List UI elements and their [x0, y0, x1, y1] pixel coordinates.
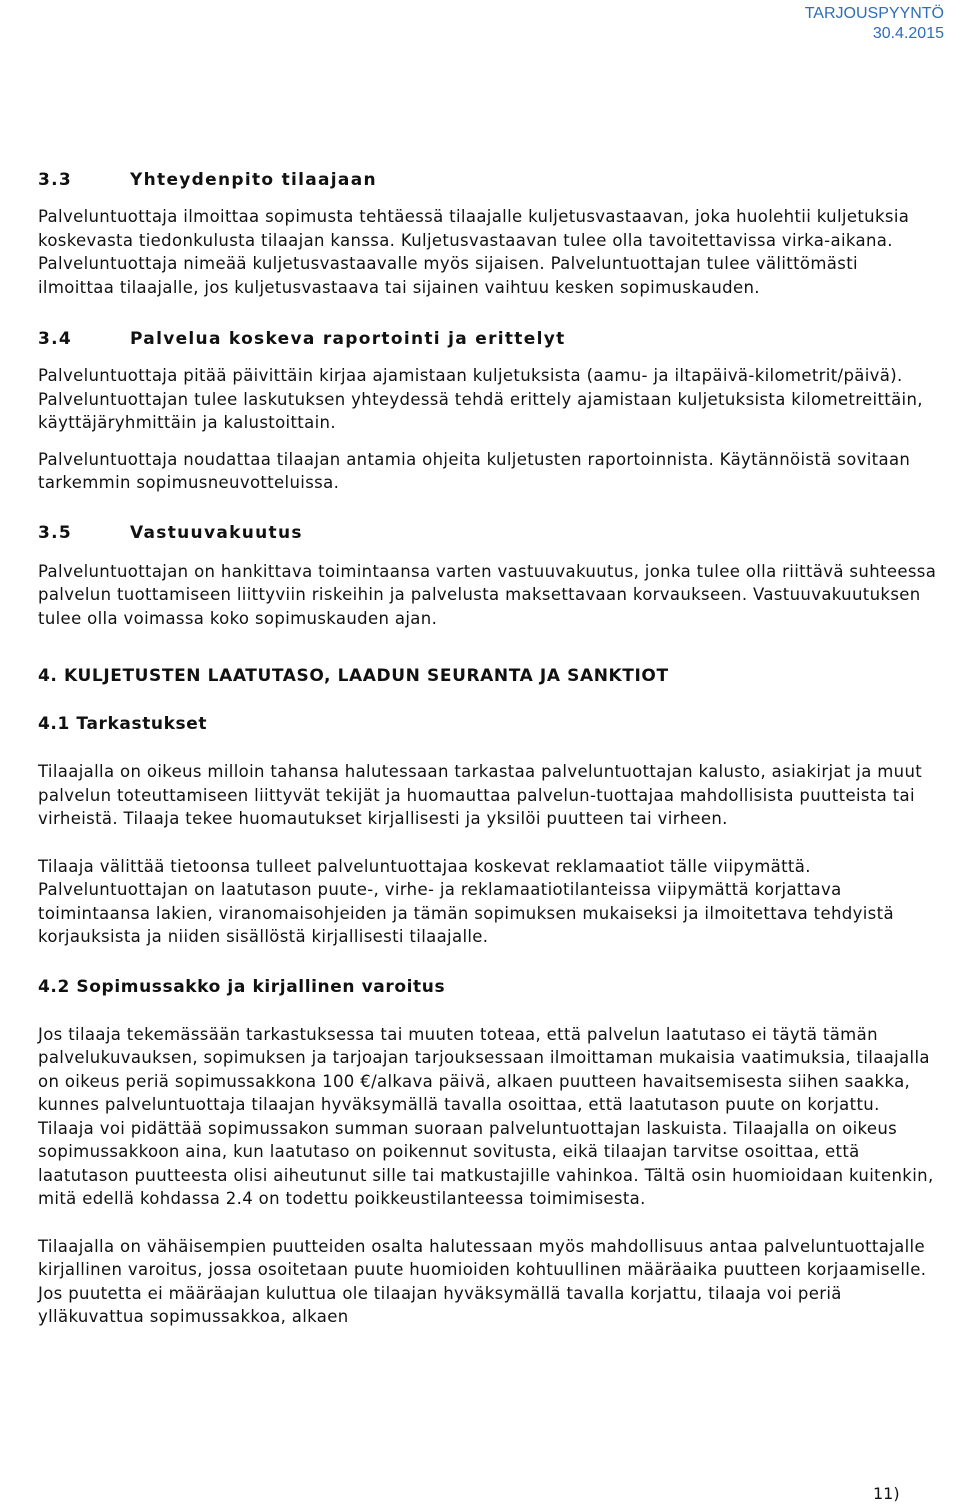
section-4-1-paragraph-2: Tilaaja välittää tietoonsa tulleet palveluntuottajaa koskevat reklamaatiot tälle viipymättä. Palveluntuottajan on laatutason puute-, virhe- ja reklamaatiotilanteissa viipymättä korjattava toimintaansa lakien, viranomaisohjeiden ja tämän sopimuksen mukaiseksi ja ilmoitettava tehdyistä korjauksista ja niiden sisällöstä kirjallisesti tilaajalle. [38, 856, 894, 946]
section-number: 3.4 [38, 329, 73, 349]
section-3-4-paragraph-2: Palveluntuottaja noudattaa tilaajan antamia ohjeita kuljetusten raportoinnista. Käytännöistä sovitaan tarkemmin sopimusneuvotteluissa. [38, 449, 911, 492]
page-number: 11) [873, 1484, 900, 1503]
section-3-4-heading [38, 327, 938, 351]
section-3-5-paragraph: Palveluntuottajan on hankittava toimintaansa varten vastuuvakuutus, jonka tulee olla riittävä suhteessa palvelun tuottamiseen liittyviin riskeihin ja palvelusta maksettavaan korvaukseen. Vastuuvakuutuksen tulee olla voimassa koko sopimuskauden ajan. [38, 561, 937, 628]
section-number: 3.3 [38, 170, 73, 190]
section-title: Yhteydenpito tilaajaan [130, 170, 377, 190]
page-header [805, 4, 944, 44]
document-type: TARJOUSPYYNTÖ [804, 5, 944, 22]
section-title: Vastuuvakuutus [130, 522, 303, 543]
section-3-3-paragraph: Palveluntuottaja ilmoittaa sopimusta tehtäessä tilaajalle kuljetusvastaavan, joka huolehtii kuljetuksia koskevasta tiedonkulusta tilaajan kanssa. Kuljetusvastaavan tulee olla tavoitettavissa virka-aikana. Palveluntuottaja nimeää kuljetusvastaavalle myös sijaisen. Palveluntuottajan tulee välittömästi ilmoittaa tilaajalle, jos kuljetusvastaava tai sijainen vaihtuu kesken sopimuskauden. [38, 207, 910, 297]
section-4-2-heading: 4.2 Sopimussakko ja kirjallinen varoitus [38, 976, 446, 997]
document-body [38, 168, 938, 1329]
section-3-5-heading [38, 521, 938, 545]
section-4-1-heading: 4.1 Tarkastukset [38, 714, 208, 734]
section-4-2-paragraph-2: Tilaajalla on vähäisempien puutteiden osalta halutessaan myös mahdollisuus antaa palveluntuottajalle kirjallinen varoitus, jossa osoitetaan puute huomioiden kohtuullinen määräaika puutteen korjaamiselle. Jos puutetta ei määräajan kuluttua ole tilaajan hyväksymällä tavalla korjattu, tilaaja voi periä ylläkuvattua sopimussakkoa, alkaen [38, 1236, 927, 1326]
section-number: 3.5 [38, 522, 73, 543]
section-title: Palvelua koskeva raportointi ja erittelyt [130, 329, 566, 349]
section-3-3-heading [38, 168, 938, 192]
section-3-4-paragraph-1: Palveluntuottaja pitää päivittäin kirjaa ajamistaan kuljetuksista (aamu- ja iltapäivä-kilometrit/päivä). Palveluntuottajan tulee laskutuksen yhteydessä tehdä erittely ajamistaan kuljetuksista kilometreittäin, käyttäjäryhmittäin ja kalustoittain. [38, 366, 923, 432]
section-4-1-paragraph-1: Tilaajalla on oikeus milloin tahansa halutessaan tarkastaa palveluntuottajan kalusto, asiakirjat ja muut palvelun toteuttamiseen liittyvät tekijät ja huomauttaa palvelun-tuottajaa mahdollisista puutteista tai virheistä. Tilaaja tekee huomautukset kirjallisesti ja yksilöi puutteen tai virheen. [38, 762, 923, 828]
chapter-4-heading: 4. KULJETUSTEN LAATUTASO, LAADUN SEURANTA JA SANKTIOT [38, 666, 669, 686]
section-4-2-paragraph-1: Jos tilaaja tekemässään tarkastuksessa tai muuten toteaa, että palvelun laatutaso ei täytä tämän palvelukuvauksen, sopimuksen ja tarjoajan tarjouksessaan ilmoittaman mukaisia vaatimuksia, tilaajalla on oikeus periä sopimussakkona 100 €/alkava päivä, alkaen puutteen havaitsemisesta siihen saakka, kunnes palveluntuottaja tilaajan hyväksymällä tavalla osoittaa, että laatutason puute on korjattu. Tilaaja voi pidättää sopimussakon summan suoraan palveluntuottajan laskuista. Tilaajalla on oikeus sopimussakkoon aina, kun laatutaso on poikennut sovitusta, eikä tilaajan tarvitse osoittaa, että laatutason puutteesta olisi aiheutunut sille tai matkustajille vahinkoa. Tältä osin huomioidaan kuitenkin, mitä edellä kohdassa 2.4 on todettu poikkeustilanteessa toimimisesta. [38, 1024, 934, 1208]
document-date: 30.4.2015 [872, 25, 944, 42]
